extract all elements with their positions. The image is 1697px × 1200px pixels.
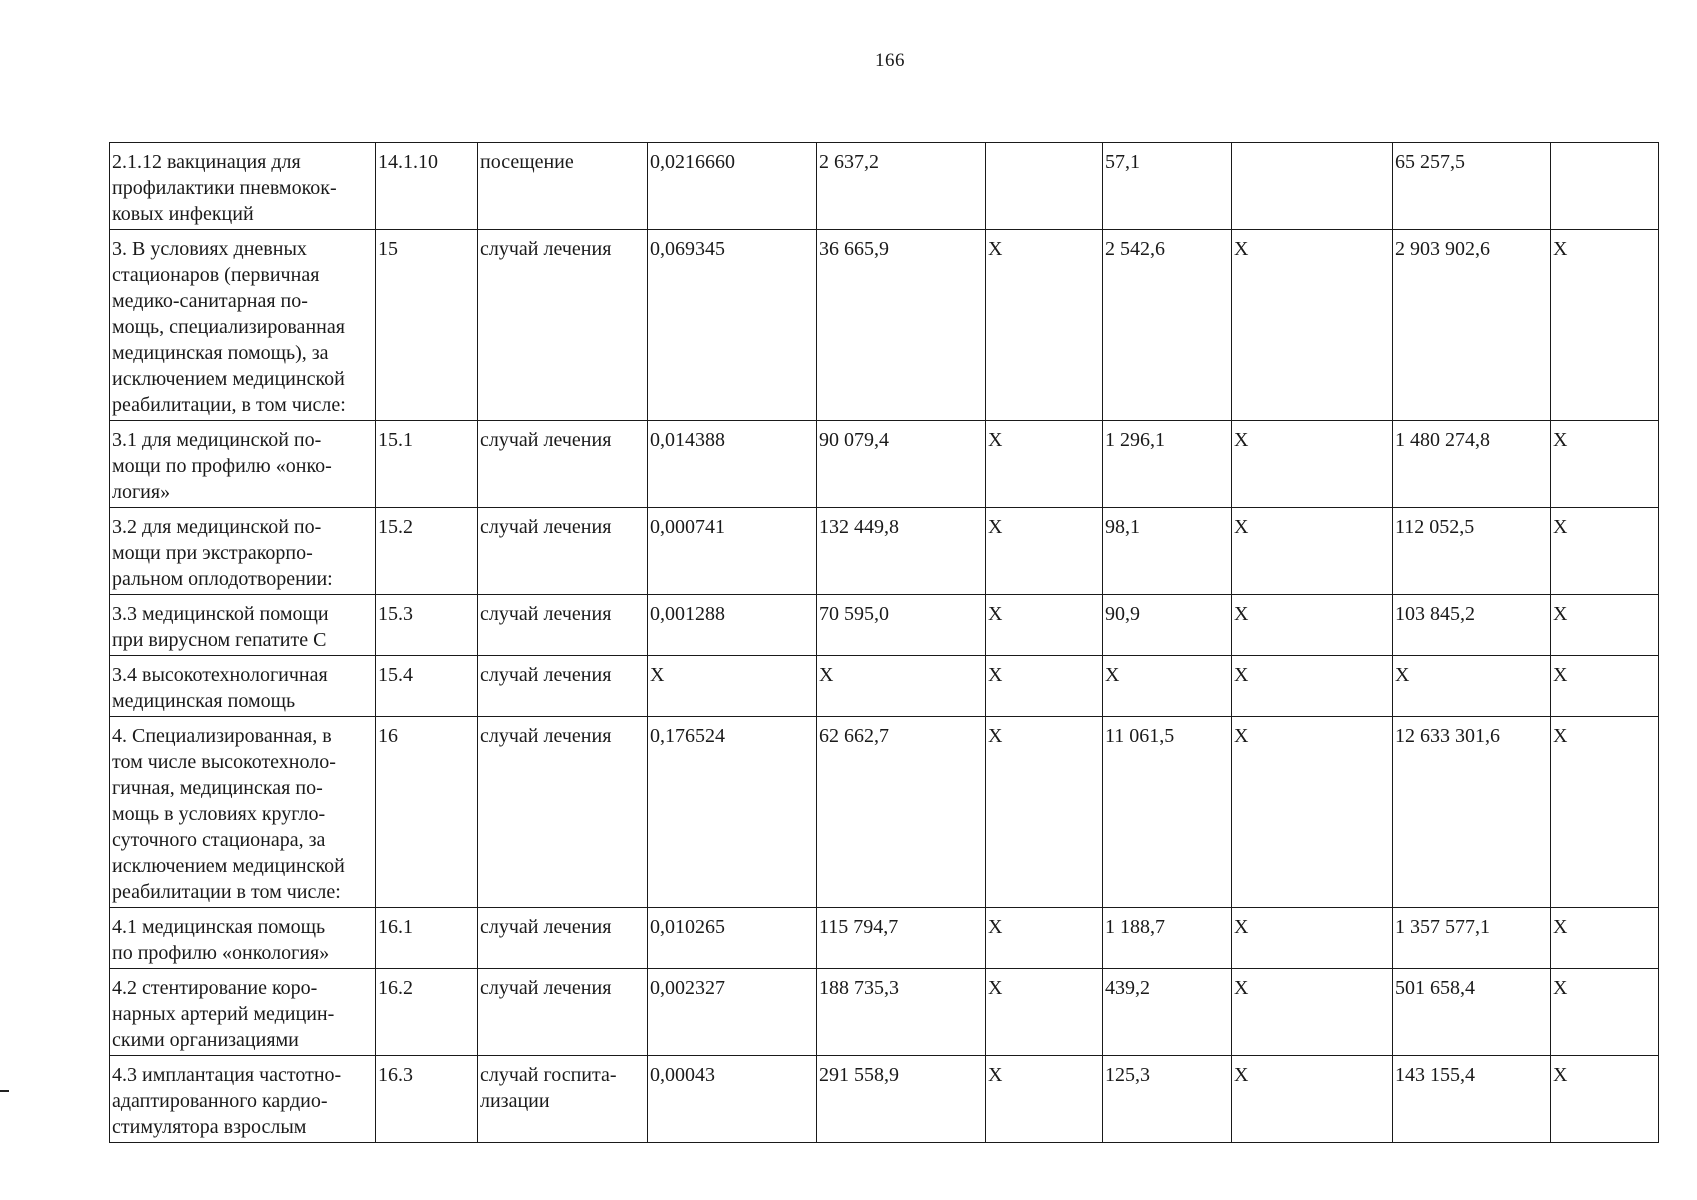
table-row xyxy=(110,595,1659,656)
row-x1-cell: X xyxy=(986,717,1103,908)
row-code-cell: 15.2 xyxy=(376,508,478,595)
row-value1-cell: 90,9 xyxy=(1103,595,1232,656)
row-volume-cell: 0,001288 xyxy=(648,595,817,656)
row-cost-cell: 70 595,0 xyxy=(817,595,986,656)
row-name-cell: 3.4 высокотехнологичная медицинская помощь xyxy=(110,656,376,717)
row-x3-cell: X xyxy=(1551,656,1659,717)
row-unit-cell: случай госпита- лизации xyxy=(478,1056,648,1143)
row-unit-cell: случай лечения xyxy=(478,230,648,421)
row-code-cell: 15.1 xyxy=(376,421,478,508)
row-volume-cell: 0,000741 xyxy=(648,508,817,595)
row-cost-cell: 2 637,2 xyxy=(817,143,986,230)
row-code-cell: 16.1 xyxy=(376,908,478,969)
row-x2-cell: X xyxy=(1232,421,1393,508)
row-x2-cell: X xyxy=(1232,717,1393,908)
row-cost-cell: 90 079,4 xyxy=(817,421,986,508)
row-unit-cell: посещение xyxy=(478,143,648,230)
row-cost-cell: 291 558,9 xyxy=(817,1056,986,1143)
row-value1-cell: X xyxy=(1103,656,1232,717)
row-x2-cell: X xyxy=(1232,1056,1393,1143)
row-x2-cell: X xyxy=(1232,508,1393,595)
row-x2-cell: X xyxy=(1232,656,1393,717)
row-x2-cell: X xyxy=(1232,908,1393,969)
row-value1-cell: 2 542,6 xyxy=(1103,230,1232,421)
row-x2-cell: X xyxy=(1232,230,1393,421)
row-x1-cell: X xyxy=(986,1056,1103,1143)
row-unit-cell: случай лечения xyxy=(478,656,648,717)
row-value2-cell: 143 155,4 xyxy=(1393,1056,1551,1143)
row-cost-cell: X xyxy=(817,656,986,717)
table-row xyxy=(110,1056,1659,1143)
row-x1-cell: X xyxy=(986,908,1103,969)
row-value1-cell: 1 188,7 xyxy=(1103,908,1232,969)
row-cost-cell: 132 449,8 xyxy=(817,508,986,595)
tariff-table xyxy=(109,142,1659,1143)
row-unit-cell: случай лечения xyxy=(478,969,648,1056)
row-x3-cell: X xyxy=(1551,717,1659,908)
row-value2-cell: 103 845,2 xyxy=(1393,595,1551,656)
row-code-cell: 16 xyxy=(376,717,478,908)
row-x1-cell: X xyxy=(986,595,1103,656)
row-name-cell: 3.2 для медицинской по- мощи при экстракорпо- ральном оплодотворении: xyxy=(110,508,376,595)
row-unit-cell: случай лечения xyxy=(478,421,648,508)
row-unit-cell: случай лечения xyxy=(478,508,648,595)
row-value2-cell: 12 633 301,6 xyxy=(1393,717,1551,908)
row-name-cell: 3.1 для медицинской по- мощи по профилю «онко- логия» xyxy=(110,421,376,508)
row-cost-cell: 188 735,3 xyxy=(817,969,986,1056)
row-value2-cell: 1 357 577,1 xyxy=(1393,908,1551,969)
row-x1-cell: X xyxy=(986,421,1103,508)
row-cost-cell: 36 665,9 xyxy=(817,230,986,421)
row-code-cell: 15 xyxy=(376,230,478,421)
row-x3-cell: X xyxy=(1551,421,1659,508)
row-code-cell: 14.1.10 xyxy=(376,143,478,230)
row-unit-cell: случай лечения xyxy=(478,595,648,656)
row-value2-cell: 501 658,4 xyxy=(1393,969,1551,1056)
table-row xyxy=(110,908,1659,969)
row-code-cell: 15.3 xyxy=(376,595,478,656)
row-x3-cell: X xyxy=(1551,230,1659,421)
row-value2-cell: 2 903 902,6 xyxy=(1393,230,1551,421)
row-name-cell: 3. В условиях дневных стационаров (первичная медико-санитарная по- мощь, специализированная медицинская помощь), за исключением медицинской реабилитации, в том числе: xyxy=(110,230,376,421)
row-cost-cell: 115 794,7 xyxy=(817,908,986,969)
row-x3-cell: X xyxy=(1551,508,1659,595)
row-x3-cell: X xyxy=(1551,969,1659,1056)
row-unit-cell: случай лечения xyxy=(478,908,648,969)
row-value2-cell: 65 257,5 xyxy=(1393,143,1551,230)
table-row xyxy=(110,969,1659,1056)
row-x3-cell xyxy=(1551,143,1659,230)
row-value1-cell: 1 296,1 xyxy=(1103,421,1232,508)
row-x2-cell: X xyxy=(1232,969,1393,1056)
row-value1-cell: 125,3 xyxy=(1103,1056,1232,1143)
row-volume-cell: 0,002327 xyxy=(648,969,817,1056)
table-row xyxy=(110,230,1659,421)
row-value2-cell: X xyxy=(1393,656,1551,717)
row-code-cell: 16.3 xyxy=(376,1056,478,1143)
row-name-cell: 3.3 медицинской помощи при вирусном гепатите С xyxy=(110,595,376,656)
row-x1-cell: X xyxy=(986,656,1103,717)
row-value1-cell: 98,1 xyxy=(1103,508,1232,595)
row-x3-cell: X xyxy=(1551,1056,1659,1143)
row-volume-cell: 0,00043 xyxy=(648,1056,817,1143)
table-row xyxy=(110,717,1659,908)
row-x1-cell: X xyxy=(986,969,1103,1056)
row-name-cell: 4.3 имплантация частотно- адаптированного кардио- стимулятора взрослым xyxy=(110,1056,376,1143)
row-name-cell: 4.2 стентирование коро- нарных артерий медицин- скими организациями xyxy=(110,969,376,1056)
scan-edge-mark xyxy=(0,1090,9,1092)
row-name-cell: 4.1 медицинская помощь по профилю «онкология» xyxy=(110,908,376,969)
row-code-cell: 15.4 xyxy=(376,656,478,717)
row-value2-cell: 112 052,5 xyxy=(1393,508,1551,595)
row-code-cell: 16.2 xyxy=(376,969,478,1056)
table-row xyxy=(110,143,1659,230)
row-volume-cell: 0,010265 xyxy=(648,908,817,969)
row-volume-cell: 0,0216660 xyxy=(648,143,817,230)
row-x3-cell: X xyxy=(1551,595,1659,656)
row-volume-cell: 0,069345 xyxy=(648,230,817,421)
row-name-cell: 4. Специализированная, в том числе высокотехноло- гичная, медицинская по- мощь в условиях кругло- суточного стационара, за исключением медицинской реабилитации в том числе: xyxy=(110,717,376,908)
row-x2-cell xyxy=(1232,143,1393,230)
row-volume-cell: 0,176524 xyxy=(648,717,817,908)
row-x1-cell: X xyxy=(986,230,1103,421)
row-x3-cell: X xyxy=(1551,908,1659,969)
table-row xyxy=(110,508,1659,595)
row-volume-cell: X xyxy=(648,656,817,717)
row-cost-cell: 62 662,7 xyxy=(817,717,986,908)
row-value1-cell: 57,1 xyxy=(1103,143,1232,230)
row-x2-cell: X xyxy=(1232,595,1393,656)
row-value1-cell: 11 061,5 xyxy=(1103,717,1232,908)
row-unit-cell: случай лечения xyxy=(478,717,648,908)
table-row xyxy=(110,656,1659,717)
row-volume-cell: 0,014388 xyxy=(648,421,817,508)
page-number: 166 xyxy=(875,50,905,71)
table-row xyxy=(110,421,1659,508)
row-x1-cell: X xyxy=(986,508,1103,595)
row-x1-cell xyxy=(986,143,1103,230)
row-value2-cell: 1 480 274,8 xyxy=(1393,421,1551,508)
row-name-cell: 2.1.12 вакцинация для профилактики пневмокок- ковых инфекций xyxy=(110,143,376,230)
row-value1-cell: 439,2 xyxy=(1103,969,1232,1056)
table-body xyxy=(110,143,1659,1143)
